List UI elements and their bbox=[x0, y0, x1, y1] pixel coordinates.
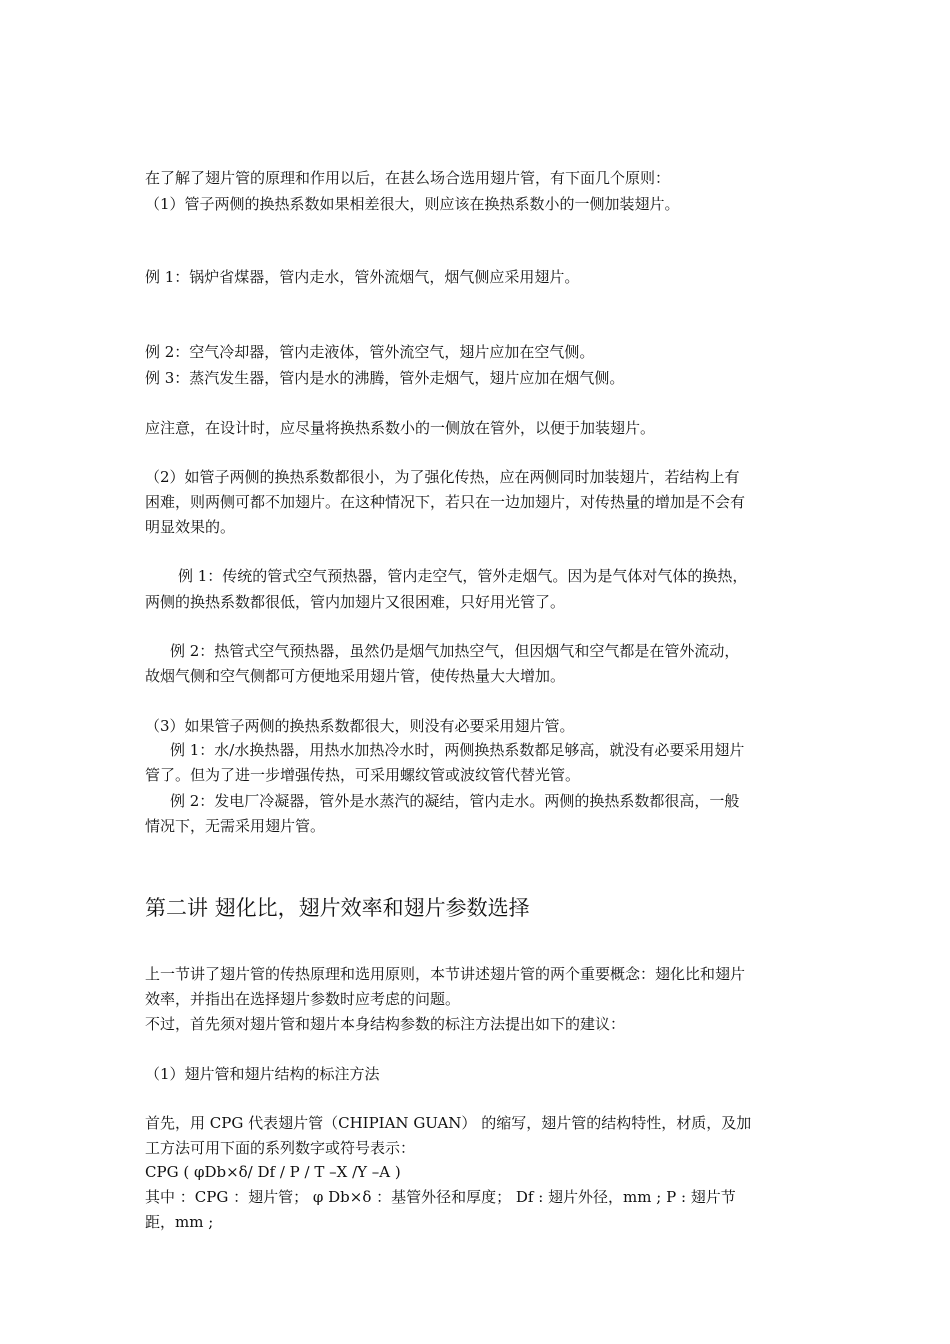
principle-1: （1）管子两侧的换热系数如果相差很大，则应该在换热系数小的一侧加装翅片。 bbox=[145, 195, 680, 213]
principle-2-example-2-line-1: 例 2：热管式空气预热器，虽然仍是烟气加热空气，但因烟气和空气都是在管外流动， bbox=[170, 642, 740, 660]
principle-3-example-2-line-1: 例 2：发电厂冷凝器，管外是水蒸汽的凝结，管内走水。两侧的换热系数都很高，一般 bbox=[170, 792, 740, 810]
section-heading: 第二讲 翅化比，翅片效率和翅片参数选择 bbox=[145, 896, 530, 920]
principle-3-example-2-line-2: 情况下，无需采用翅片管。 bbox=[145, 817, 326, 835]
principle-3-example-1-line-1: 例 1：水/水换热器，用热水加热冷水时，两侧换热系数都足够高，就没有必要采用翅片 bbox=[170, 741, 745, 759]
definition-line-1: 首先，用 CPG 代表翅片管（CHIPIAN GUAN） 的缩写，翅片管的结构特性，材质，及加 bbox=[145, 1114, 752, 1132]
principle-3-line: （3）如果管子两侧的换热系数都很大，则没有必要采用翅片管。 bbox=[145, 717, 575, 735]
intro-line: 在了解了翅片管的原理和作用以后，在甚么场合选用翅片管，有下面几个原则： bbox=[145, 169, 671, 187]
subsection-title: （1）翅片管和翅片结构的标注方法 bbox=[145, 1065, 380, 1083]
section-intro-line-3: 不过，首先须对翅片管和翅片本身结构参数的标注方法提出如下的建议： bbox=[145, 1015, 626, 1033]
principle-2-line-3: 明显效果的。 bbox=[145, 518, 236, 536]
example-2: 例 2：空气冷却器，管内走液体，管外流空气，翅片应加在空气侧。 bbox=[145, 343, 595, 361]
principle-2-example-1-line-2: 两侧的换热系数都很低，管内加翅片又很困难，只好用光管了。 bbox=[145, 593, 566, 611]
principle-2-line-1: （2）如管子两侧的换热系数都很小，为了强化传热，应在两侧同时加装翅片，若结构上有 bbox=[145, 468, 740, 486]
principle-2-line-2: 困难，则两侧可都不加翅片。在这种情况下，若只在一边加翅片，对传热量的增加是不会有 bbox=[145, 493, 746, 511]
principle-2-example-2-line-2: 故烟气侧和空气侧都可方便地采用翅片管，使传热量大大增加。 bbox=[145, 667, 566, 685]
principle-3-example-1-line-2: 管了。但为了进一步增强传热，可采用螺纹管或波纹管代替光管。 bbox=[145, 766, 581, 784]
principle-2-example-1-line-1: 例 1：传统的管式空气预热器，管内走空气，管外走烟气。因为是气体对气体的换热， bbox=[178, 567, 748, 585]
definition-line-2: 工方法可用下面的系列数字或符号表示： bbox=[145, 1139, 416, 1157]
example-1: 例 1：锅炉省煤器，管内走水，管外流烟气，烟气侧应采用翅片。 bbox=[145, 268, 580, 286]
designation-formula: CPG ( φDb×δ/ Df / P / T –X /Y –A ) bbox=[145, 1163, 401, 1181]
section-intro-line-2: 效率，并指出在选择翅片参数时应考虑的问题。 bbox=[145, 990, 461, 1008]
section-intro-line-1: 上一节讲了翅片管的传热原理和选用原则，本节讲述翅片管的两个重要概念：翅化比和翅片 bbox=[145, 965, 746, 983]
note-line: 应注意，在设计时，应尽量将换热系数小的一侧放在管外，以便于加装翅片。 bbox=[145, 419, 656, 437]
example-3: 例 3：蒸汽发生器，管内是水的沸腾，管外走烟气，翅片应加在烟气侧。 bbox=[145, 369, 625, 387]
definition-line-3: 其中 ：CPG ：翅片管； φ Db×δ ：基管外径和厚度； Df : 翅片外径，mm ; P : 翅片节 bbox=[145, 1188, 736, 1206]
definition-line-4: 距，mm ; bbox=[145, 1213, 214, 1231]
